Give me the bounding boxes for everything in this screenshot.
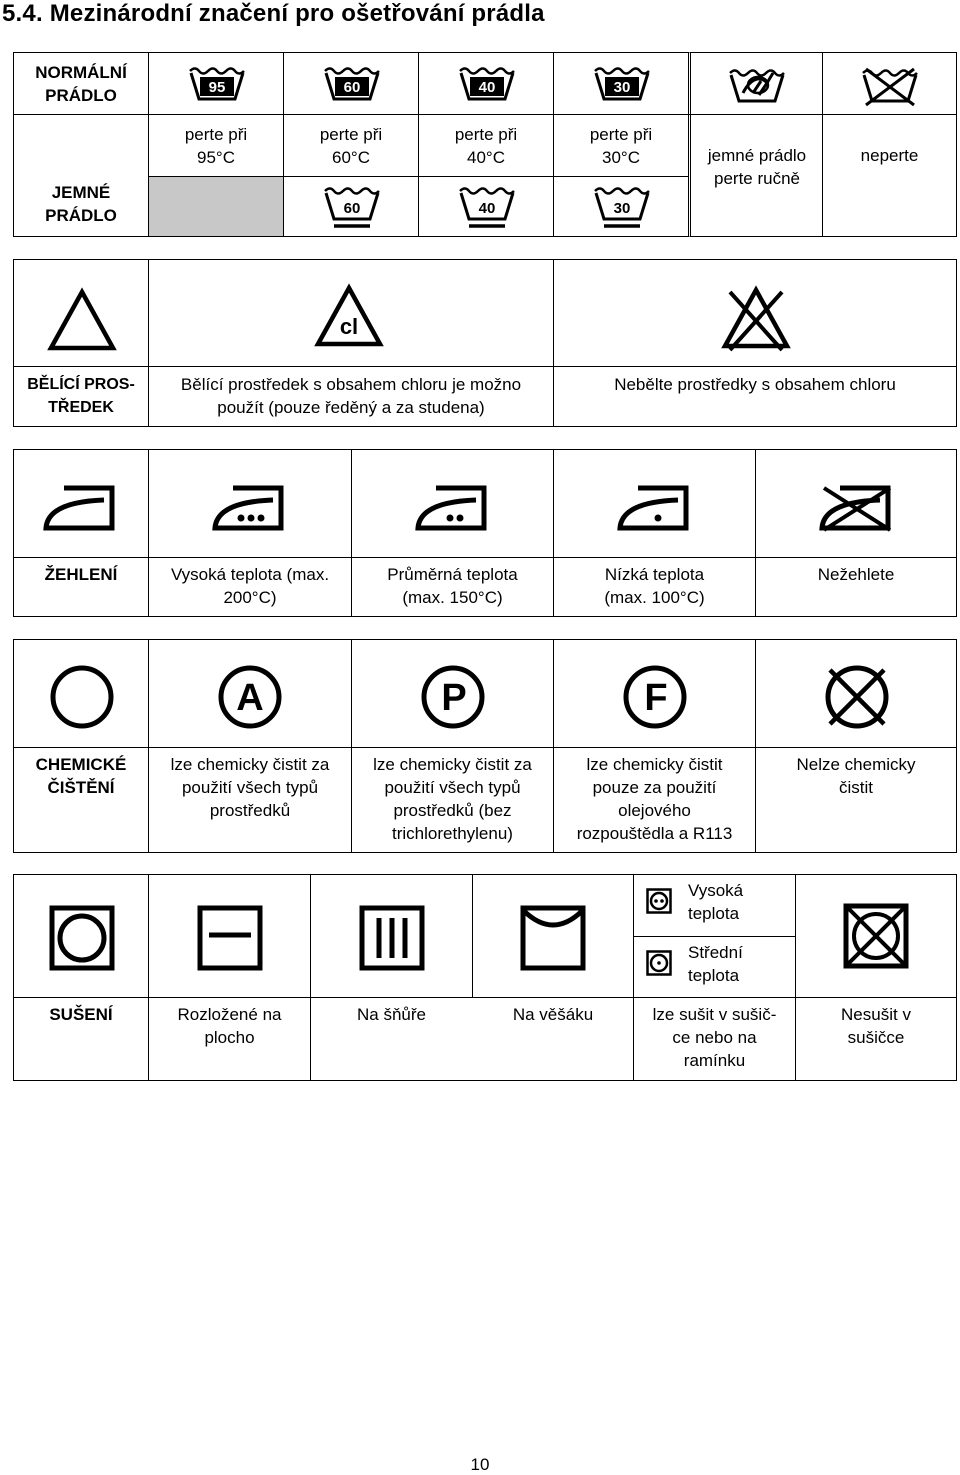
dry-clean-a-label: prostředků bbox=[209, 801, 291, 820]
iron-high-text-cell bbox=[148, 557, 352, 617]
wash-number: 60 bbox=[343, 200, 361, 217]
delicate-40-cell bbox=[418, 176, 554, 237]
iron-medium-temp-icon bbox=[414, 482, 490, 532]
no-bleach-icon-cell bbox=[553, 259, 957, 367]
delicate-95-empty-cell bbox=[148, 176, 284, 237]
dry-flat-text-cell bbox=[148, 997, 311, 1081]
no-dry-clean-label: čistit bbox=[839, 778, 873, 797]
no-dryer-label: sušičce bbox=[847, 1028, 905, 1047]
bleach-label: BĚLÍCÍ PROS- bbox=[27, 376, 135, 393]
dryer-high-label: teplota bbox=[688, 904, 740, 923]
wash-40-label: perte při bbox=[454, 125, 518, 144]
wash-number: 40 bbox=[478, 200, 496, 217]
dryer-high-temp-icon bbox=[646, 888, 672, 914]
dry-flat-label: Rozložené na bbox=[177, 1005, 282, 1024]
no-iron-label: Nežehlete bbox=[817, 565, 895, 584]
no-iron-text-cell bbox=[755, 557, 957, 617]
no-dry-clean-text-cell bbox=[755, 747, 957, 853]
line-dry-icon-cell bbox=[310, 874, 473, 998]
hang-dry-text-cell bbox=[472, 997, 634, 1081]
dry-flat-label: plocho bbox=[204, 1028, 255, 1047]
dryer-ok-label: ce nebo na bbox=[672, 1028, 757, 1047]
do-not-wash-icon-cell bbox=[822, 52, 957, 115]
wash-60-label: perte při bbox=[319, 125, 383, 144]
dry-clean-f-icon bbox=[622, 664, 688, 730]
dryer-high-cell bbox=[633, 874, 796, 937]
dryer-ok-text-cell bbox=[633, 997, 796, 1081]
dry-clean-f-text-cell bbox=[553, 747, 756, 853]
hand-wash-text-cell bbox=[688, 114, 823, 237]
wash-40-text-cell bbox=[418, 114, 554, 177]
dry-clean-p-label: trichlorethylenu) bbox=[392, 824, 513, 843]
wash-30-cell bbox=[553, 52, 689, 115]
wash-number: 60 bbox=[343, 79, 361, 96]
no-bleach-label: Nebělte prostředky s obsahem chloru bbox=[614, 375, 896, 394]
iron-medium-label: Průměrná teplota bbox=[387, 565, 518, 584]
iron-icon bbox=[42, 482, 118, 532]
drying-label: SUŠENÍ bbox=[49, 1005, 113, 1024]
delicate-laundry-label: PRÁDLO bbox=[45, 206, 117, 225]
dry-clean-letter: A bbox=[236, 677, 264, 719]
wash-95-cell bbox=[148, 52, 284, 115]
dry-clean-p-text-cell bbox=[351, 747, 554, 853]
dryer-high-label: Vysoká bbox=[688, 881, 744, 900]
wash-30-icon bbox=[592, 65, 652, 105]
bleach-any-icon-cell bbox=[13, 259, 149, 367]
dry-clean-p-label: prostředků (bez bbox=[393, 801, 512, 820]
dry-clean-label-cell bbox=[13, 747, 149, 853]
wash-95-label: 95°C bbox=[197, 148, 235, 167]
dry-clean-p-icon bbox=[420, 664, 486, 730]
wash-95-label: perte při bbox=[184, 125, 248, 144]
no-bleach-icon bbox=[720, 284, 792, 352]
no-iron-icon-cell bbox=[755, 449, 957, 558]
wash-40-icon bbox=[457, 65, 517, 105]
dryer-medium-label: Střední bbox=[688, 943, 743, 962]
normal-laundry-cell bbox=[13, 52, 149, 115]
hand-wash-icon-cell bbox=[688, 52, 823, 115]
delicate-60-cell bbox=[283, 176, 419, 237]
do-not-wash-text-cell bbox=[822, 114, 957, 237]
dry-clean-f-icon-cell bbox=[553, 639, 756, 748]
dry-clean-p-icon-cell bbox=[351, 639, 554, 748]
iron-high-label: 200°C) bbox=[223, 588, 277, 607]
dryer-ok-label: ramínku bbox=[683, 1051, 746, 1070]
wash-40-cell bbox=[418, 52, 554, 115]
dry-flat-icon-cell bbox=[148, 874, 311, 998]
page-title: 5.4. Mezinárodní značení pro ošetřování prádla bbox=[2, 0, 545, 27]
iron-low-text-cell bbox=[553, 557, 756, 617]
do-not-wash-label: neperte bbox=[860, 146, 919, 165]
no-dryer-label: Nesušit v bbox=[841, 1005, 911, 1024]
iron-low-label: Nízká teplota bbox=[604, 565, 705, 584]
chlorine-bleach-icon bbox=[314, 284, 384, 348]
do-not-wash-icon bbox=[860, 63, 920, 107]
delicate-wash-40-icon bbox=[457, 185, 517, 231]
iron-low-temp-icon bbox=[616, 482, 692, 532]
no-iron-icon bbox=[818, 482, 894, 532]
wash-40-label: 40°C bbox=[467, 148, 505, 167]
wash-95-icon bbox=[187, 65, 247, 105]
iron-high-icon-cell bbox=[148, 449, 352, 558]
dry-clean-label: CHEMICKÉ bbox=[35, 755, 127, 774]
delicate-laundry-label: JEMNÉ bbox=[51, 183, 111, 202]
line-dry-icon bbox=[359, 905, 425, 971]
bleach-label-cell bbox=[13, 366, 149, 427]
hand-wash-label: jemné prádlo bbox=[707, 146, 807, 165]
chlorine-bleach-label: Bělící prostředek s obsahem chloru je možno bbox=[180, 375, 522, 394]
drying-label-cell bbox=[13, 997, 149, 1081]
tumble-dry-icon-cell bbox=[13, 874, 149, 998]
ironing-label-cell bbox=[13, 557, 149, 617]
dry-flat-icon bbox=[197, 905, 263, 971]
wash-number: 30 bbox=[613, 200, 631, 217]
wash-30-text-cell bbox=[553, 114, 689, 177]
dry-clean-any-icon-cell bbox=[13, 639, 149, 748]
wash-number: 95 bbox=[208, 79, 226, 96]
ironing-label: ŽEHLENÍ bbox=[44, 565, 118, 584]
wash-60-icon bbox=[322, 65, 382, 105]
hand-wash-label: perte ručně bbox=[714, 169, 800, 188]
dry-clean-f-label: lze chemicky čistit bbox=[586, 755, 723, 774]
dry-clean-f-label: olejového bbox=[618, 801, 691, 820]
wash-number: 40 bbox=[478, 79, 496, 96]
dry-clean-f-label: pouze za použití bbox=[592, 778, 717, 797]
dry-clean-a-text-cell bbox=[148, 747, 352, 853]
bleach-chlorine-text-cell bbox=[148, 366, 554, 427]
iron-low-icon-cell bbox=[553, 449, 756, 558]
chlorine-bleach-label: použít (pouze ředěný a za studena) bbox=[217, 398, 485, 417]
delicate-30-cell bbox=[553, 176, 689, 237]
bleach-chlorine-icon-cell bbox=[148, 259, 554, 367]
iron-medium-text-cell bbox=[351, 557, 554, 617]
no-bleach-text-cell bbox=[553, 366, 957, 427]
bleach-triangle-icon bbox=[47, 288, 117, 352]
dryer-medium-cell bbox=[633, 936, 796, 998]
iron-high-temp-icon bbox=[211, 482, 287, 532]
iron-medium-icon-cell bbox=[351, 449, 554, 558]
iron-low-label: (max. 100°C) bbox=[604, 588, 705, 607]
wash-95-text-cell bbox=[148, 114, 284, 177]
dry-clean-label: ČIŠTĚNÍ bbox=[47, 778, 115, 797]
delicate-laundry-cell bbox=[13, 114, 149, 237]
wash-60-label: 60°C bbox=[332, 148, 370, 167]
iron-high-label: Vysoká teplota (max. bbox=[170, 565, 330, 584]
normal-laundry-label: NORMÁLNÍ bbox=[35, 63, 127, 82]
chlorine-symbol: cl bbox=[339, 314, 359, 339]
dry-clean-a-icon bbox=[217, 664, 283, 730]
no-tumble-dry-icon bbox=[843, 903, 909, 969]
dry-clean-a-label: použití všech typů bbox=[181, 778, 319, 797]
wash-number: 30 bbox=[613, 79, 631, 96]
wash-60-cell bbox=[283, 52, 419, 115]
normal-laundry-label: PRÁDLO bbox=[45, 86, 117, 105]
dry-clean-p-label: použití všech typů bbox=[384, 778, 521, 797]
wash-30-label: perte při bbox=[589, 125, 653, 144]
dry-clean-a-label: lze chemicky čistit za bbox=[170, 755, 330, 774]
wash-60-text-cell bbox=[283, 114, 419, 177]
delicate-wash-30-icon bbox=[592, 185, 652, 231]
hang-dry-icon-cell bbox=[472, 874, 634, 998]
no-dryer-icon-cell bbox=[795, 874, 957, 998]
hang-dry-icon bbox=[520, 905, 586, 971]
line-dry-text-cell bbox=[310, 997, 473, 1081]
dry-clean-f-label: rozpouštědla a R113 bbox=[576, 824, 733, 843]
bleach-label: TŘEDEK bbox=[48, 399, 114, 416]
dryer-ok-label: lze sušit v sušič- bbox=[652, 1005, 777, 1024]
delicate-wash-60-icon bbox=[322, 185, 382, 231]
dryer-medium-temp-icon bbox=[646, 950, 672, 976]
iron-medium-label: (max. 150°C) bbox=[402, 588, 503, 607]
dryer-medium-label: teplota bbox=[688, 966, 740, 985]
dry-clean-a-icon-cell bbox=[148, 639, 352, 748]
dry-clean-circle-icon bbox=[49, 664, 115, 730]
dry-clean-letter: P bbox=[441, 677, 467, 719]
line-dry-label: Na šňůře bbox=[357, 1005, 426, 1024]
no-dry-clean-icon bbox=[824, 664, 890, 730]
no-dry-clean-icon-cell bbox=[755, 639, 957, 748]
no-dryer-text-cell bbox=[795, 997, 957, 1081]
wash-30-label: 30°C bbox=[602, 148, 640, 167]
hang-dry-label: Na věšáku bbox=[512, 1005, 594, 1024]
page-number: 10 bbox=[470, 1455, 490, 1474]
tumble-dry-icon bbox=[49, 905, 115, 971]
no-dry-clean-label: Nelze chemicky bbox=[796, 755, 916, 774]
iron-any-icon-cell bbox=[13, 449, 149, 558]
dry-clean-letter: F bbox=[644, 677, 668, 719]
dry-clean-p-label: lze chemicky čistit za bbox=[373, 755, 532, 774]
hand-wash-icon bbox=[727, 63, 787, 107]
